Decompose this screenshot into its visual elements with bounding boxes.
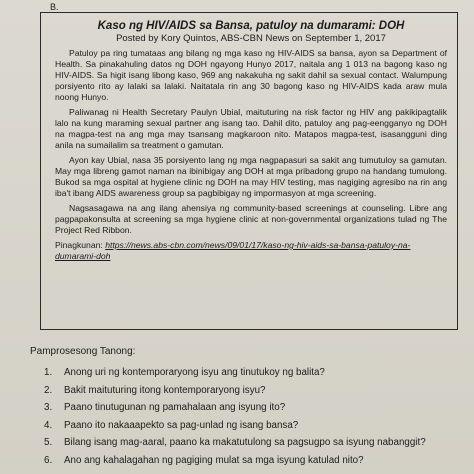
question-text: Paano ito nakaaapekto sa pag-unlad ng isang bansa?	[64, 419, 299, 431]
article-paragraph: Ayon kay Ubial, nasa 35 porsiyento lang ng mga nagpapasuri sa sakit ang tumutuloy sa gamutan. May mga libreng gamot naman na ibinibigay ang DOH at mga pribadong grupo na handang tumulong. Bukod sa mga ospital at hygiene clinic ng DOH na may HIV testing, mas nagiging agresibo na rin ang iba't ibang AIDS awareness group sa pagbibigay ng impormasyon at mga screening.	[55, 155, 447, 198]
article-byline: Posted by Kory Quintos, ABS-CBN News on September 1, 2017	[116, 33, 386, 44]
article-source	[55, 240, 447, 262]
question-number: 2.	[44, 384, 53, 396]
question-text: Anong uri ng kontemporaryong isyu ang tinutukoy ng balita?	[64, 367, 325, 378]
article-paragraph: Nagsasagawa na ang ilang ahensiya ng community-based screenings at counseling. Libre ang pagpapakonsulta at screening sa mga hygiene clinic at non-governmental organizations tulad ng The Project Red Ribbon.	[55, 203, 447, 235]
question-number: 5.	[44, 437, 53, 448]
article-paragraph: Paliwanag ni Health Secretary Paulyn Ubial, maituturing na risk factor ng HIV ang pakikipagtalik lalo na kung maraming sexual partner ang isang tao. Dahil dito, patuloy ang pag-eengganyo ng DOH na magpa-test na ang mga may tsansang magkaroon nito. Matapos magpa-test, isasangguni ding anila na sumailalim sa treatment o gamutan.	[55, 107, 447, 150]
question-number: 4.	[44, 419, 53, 431]
source-link[interactable]: https://news.abs-cbn.com/news/09/01/17/kaso-ng-hiv-aids-sa-bansa-patuloy-na-dumarami-doh	[55, 240, 411, 261]
question-item	[30, 417, 470, 435]
question-list	[30, 364, 470, 469]
questions-title: Pamprosesong Tanong:	[30, 346, 136, 357]
question-number: 1.	[44, 367, 53, 378]
question-number: 3.	[44, 402, 53, 413]
article-paragraph: Patuloy pa ring tumataas ang bilang ng mga kaso ng HIV-AIDS sa bansa, ayon sa Department of Health. Sa pinakahuling datos ng DOH ngayong Hunyo 2017, naitala ang 1 013 na bagong kaso ng HIV-AIDS. Sa higit isang libong kaso, 969 ang nakakuha ng sakit dahil sa sexual contact. Walumpung porsiyento rito ay lalaki sa lalaki. Naitatala rin ang 30 bagong kaso ng HIV-AIDS kada araw mula noong Hunyo.	[55, 48, 447, 102]
article-title: Kaso ng HIV/AIDS sa Bansa, patuloy na dumarami: DOH	[97, 20, 405, 32]
question-item	[30, 364, 470, 382]
question-item	[30, 382, 470, 400]
question-item	[30, 399, 470, 417]
section-letter: B.	[50, 2, 59, 12]
question-number: 6.	[44, 454, 53, 466]
question-text: Bilang isang mag-aaral, paano ka makatutulong sa pagsugpo sa isyung nabanggit?	[64, 437, 426, 448]
question-text: Paano tinutugunan ng pamahalaan ang isyung ito?	[64, 402, 286, 413]
question-text: Bakit maituturing itong kontemporaryong isyu?	[64, 384, 266, 396]
question-item	[30, 452, 470, 470]
question-item	[30, 434, 470, 452]
question-text: Ano ang kahalagahan ng pagiging mulat sa mga isyung katulad nito?	[64, 454, 364, 466]
source-label: Pinagkunan:	[55, 240, 103, 250]
article-box	[40, 12, 458, 330]
